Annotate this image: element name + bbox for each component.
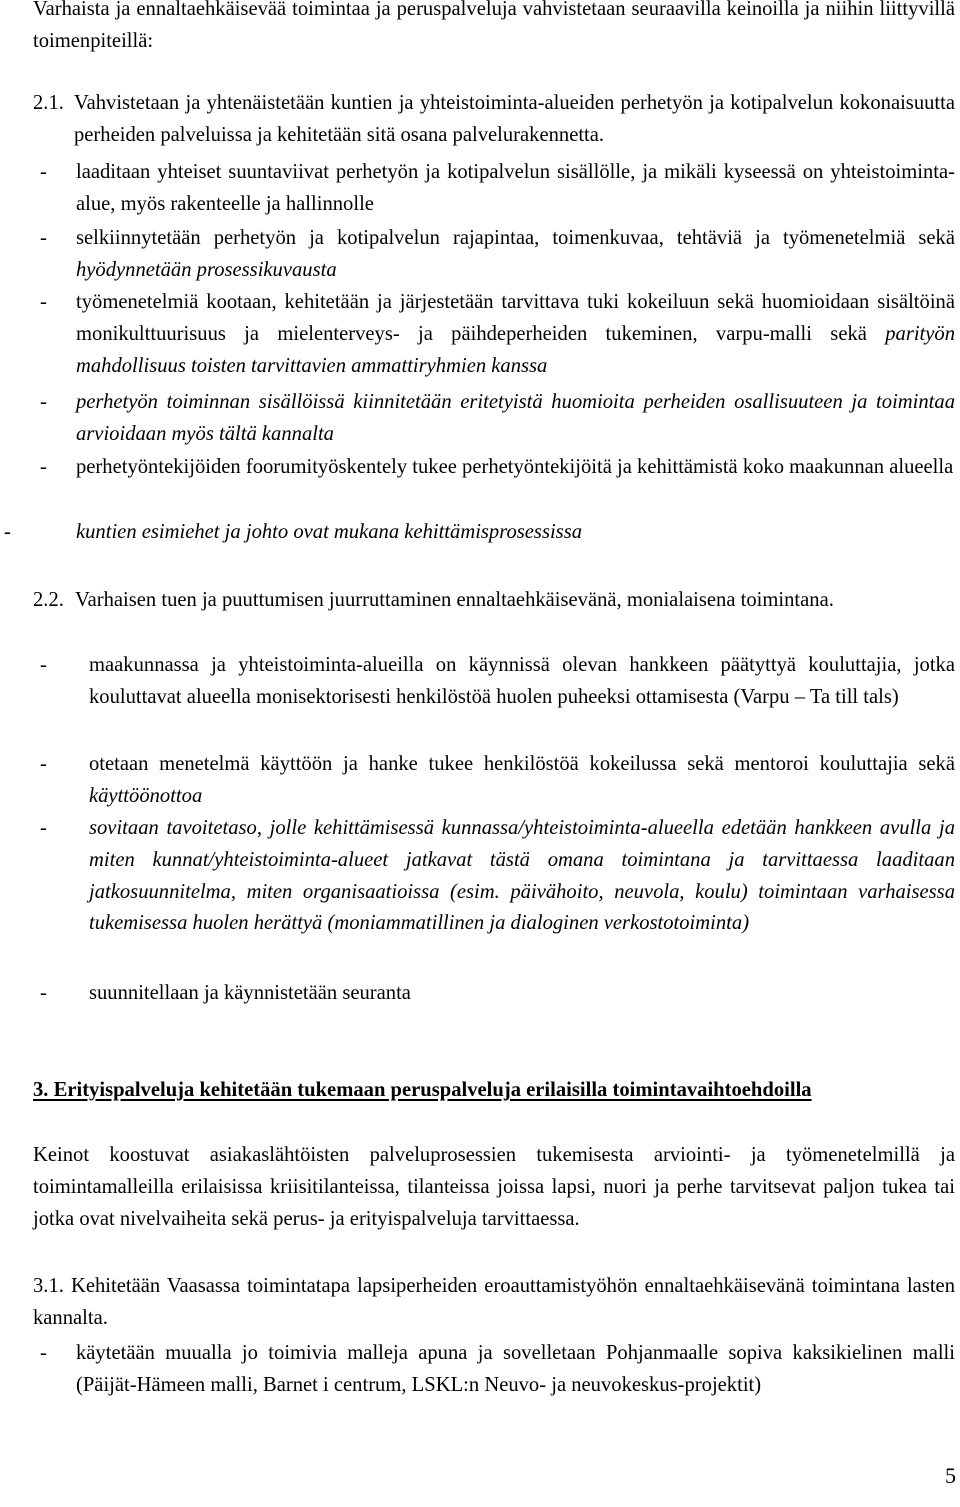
section-2-1-number: 2.1.: [33, 92, 64, 114]
section-3-paragraph: Keinot koostuvat asiakaslähtöisten palveluprosessien tukemisesta arviointi- ja työmenetelmillä ja toimintamalleilla erilaisissa kriisitilanteissa, tilanteissa joissa lapsi, nuori ja perhe tarvitsevat paljon tukea tai jotka ovat nivelvaiheita sekä perus- ja erityispalveluja tarvittaessa.: [33, 1144, 955, 1230]
list-item: [33, 650, 955, 714]
dash-marker: -: [40, 1342, 47, 1364]
list-item-text: maakunnassa ja yhteistoiminta-alueilla on käynnissä olevan hankkeen päätyttyä kouluttajia, jotka kouluttavat alueella monisektorisesti henkilöstöä huolen puheeksi ottamisesta (Varpu – Ta till tals): [89, 654, 955, 708]
list-item-text: perhetyöntekijöiden foorumityöskentely tukee perhetyöntekijöitä ja kehittämistä koko maakunnan alueella: [76, 456, 954, 478]
list-item-text: laaditaan yhteiset suuntaviivat perhetyön ja kotipalvelun sisällölle, ja mikäli kyseessä on yhteistoiminta-alue, myös rakenteelle ja hallinnolle: [76, 161, 955, 215]
list-item-text: kuntien esimiehet ja johto ovat mukana kehittämisprosessissa: [76, 521, 583, 543]
dash-marker: -: [40, 227, 47, 249]
section-2-2-number: 2.2.: [33, 589, 64, 611]
intro-paragraph: Varhaista ja ennaltaehkäisevää toimintaa ja peruspalveluja vahvistetaan seuraavilla keinoilla ja niihin liittyvillä toimenpiteillä:: [33, 0, 955, 52]
list-item: [0, 517, 955, 549]
list-item: [33, 749, 955, 813]
dash-marker: -: [40, 291, 47, 313]
dash-marker: -: [40, 391, 47, 413]
list-item: [33, 287, 955, 382]
section-2-1: [33, 88, 955, 152]
section-2-2: [33, 585, 955, 617]
dash-marker: -: [40, 654, 47, 676]
section-3-1-paragraph: 3.1. Kehitetään Vaasassa toimintatapa lapsiperheiden eroauttamistyöhön ennaltaehkäisevänä toimintana lasten kannalta.: [33, 1275, 955, 1329]
dash-marker: -: [40, 161, 47, 183]
list-item: [33, 387, 955, 451]
page-number: 5: [945, 1463, 956, 1488]
list-item: [33, 813, 955, 940]
list-item: [33, 978, 955, 1010]
section-2-2-text: Varhaisen tuen ja puuttumisen juurruttaminen ennaltaehkäisevänä, monialaisena toimintana.: [75, 589, 834, 611]
list-item-text: otetaan menetelmä käyttöön ja hanke tukee henkilöstöä kokeilussa sekä mentoroi kouluttajia sekä käyttöönottoa: [89, 753, 955, 807]
dash-marker: -: [40, 753, 47, 775]
list-item-text: selkiinnytetään perhetyön ja kotipalvelun rajapintaa, toimenkuvaa, tehtäviä ja työmenetelmiä sekä hyödynnetään prosessikuvausta: [76, 227, 955, 281]
section-2-1-text: Vahvistetaan ja yhtenäistetään kuntien ja yhteistoiminta-alueiden perhetyön ja kotipalvelun kokonaisuutta perheiden palveluissa ja kehitetään sitä osana palvelurakennetta.: [74, 92, 955, 146]
dash-marker: -: [40, 817, 47, 839]
list-item-text: sovitaan tavoitetaso, jolle kehittämisessä kunnassa/yhteistoiminta-alueella edetään hankkeen avulla ja miten kunnat/yhteistoiminta-alueet jatkavat tästä omana toimintana ja tarvittaessa laaditaan jatkosuunnitelma, miten organisaatioissa (esim. päivähoito, neuvola, koulu) toimintaan varhaisessa tukemisessa huolen herättyä (moniammatillinen ja dialoginen verkostotoiminta): [89, 817, 955, 935]
list-item-text: työmenetelmiä kootaan, kehitetään ja järjestetään tarvittava tuki kokeiluun sekä huomioidaan sisältöinä monikulttuurisuus ja mielenterveys- ja päihdeperheiden tukeminen, varpu-malli sekä parityön mahdollisuus toisten tarvittavien ammattiryhmien kanssa: [76, 291, 956, 377]
list-item: [33, 223, 955, 287]
dash-marker: -: [40, 982, 47, 1004]
dash-marker: -: [4, 521, 11, 543]
list-item-text: käytetään muualla jo toimivia malleja apuna ja sovelletaan Pohjanmaalle sopiva kaksikielinen malli (Päijät-Hämeen malli, Barnet i centrum, LSKL:n Neuvo- ja neuvokeskus-projektit): [76, 1342, 955, 1396]
section-3-heading: 3. Erityispalveluja kehitetään tukemaan peruspalveluja erilaisilla toimintavaihtoehdoilla: [33, 1079, 812, 1101]
list-item-text: suunnitellaan ja käynnistetään seuranta: [89, 982, 411, 1004]
dash-marker: -: [40, 456, 47, 478]
list-item: [33, 452, 955, 484]
list-item: [33, 157, 955, 221]
list-item: [33, 1338, 955, 1402]
list-item-text: perhetyön toiminnan sisällöissä kiinnitetään eritetyistä huomioita perheiden osallisuuteen ja toimintaa arvioidaan myös tältä kannalta: [76, 391, 955, 445]
